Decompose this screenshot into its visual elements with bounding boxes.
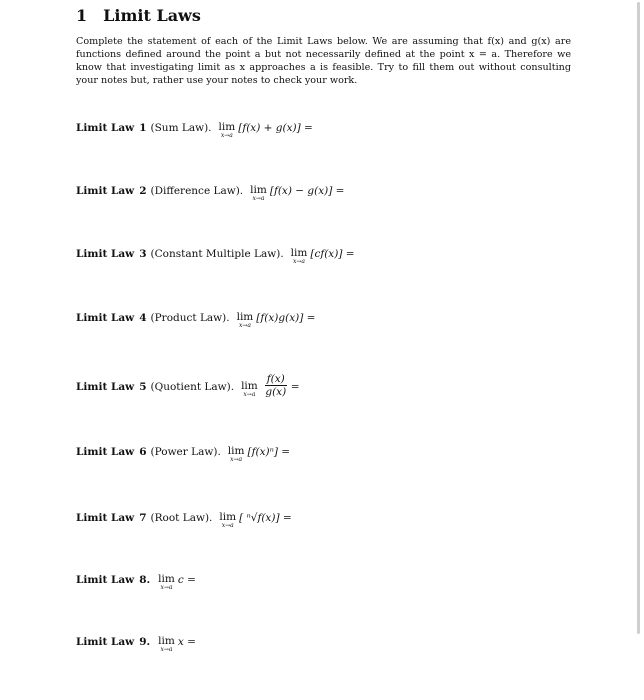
limit-operator: lim x→a (218, 121, 236, 139)
law-expression: [f(x) − g(x)] = (269, 185, 345, 197)
law-number: 7 (139, 512, 147, 524)
law-name: (Power Law). (150, 446, 221, 458)
law-number: 1 (139, 122, 147, 134)
intro-paragraph: Complete the statement of each of the Limit Laws below. We are assuming that f(x) and g(x) are functions defined around the point a but not necessarily defined at the point x = a. Therefore we know that investigating limit as x approaches a is feasible. Try to fill them out without consulting your notes but, rather use your notes to check your work. (76, 36, 571, 86)
law-label: Limit Law (76, 248, 135, 260)
limit-law-8 (76, 574, 196, 591)
law-label: Limit Law (76, 574, 135, 586)
limit-law-5 (76, 373, 300, 406)
limit-law-4 (76, 312, 315, 329)
law-name: (Product Law). (150, 312, 230, 324)
law-label: Limit Law (76, 122, 135, 134)
law-expression: [ ⁿ√f(x)] = (239, 512, 292, 524)
limit-operator: lim x→a (236, 311, 254, 329)
limit-operator: lim x→a (241, 380, 258, 398)
law-number: 3 (139, 248, 147, 260)
limit-operator: lim x→a (250, 184, 267, 202)
law-name: (Difference Law). (150, 185, 244, 197)
law-expression: [f(x) + g(x)] = (238, 122, 313, 134)
law-expression: x = (177, 636, 196, 648)
limit-operator: lim x→a (158, 635, 175, 653)
section-heading (76, 6, 201, 25)
limit-law-6 (76, 446, 290, 463)
law-expression: [f(x)g(x)] = (256, 312, 316, 324)
limit-law-7 (76, 512, 292, 529)
fraction-numerator: f(x) (266, 373, 285, 385)
law-number: 8. (139, 574, 151, 586)
law-expression: [f(x)ⁿ] = (247, 446, 291, 458)
limit-law-2 (76, 185, 344, 202)
section-title: Limit Laws (103, 6, 201, 25)
law-label: Limit Law (76, 446, 135, 458)
scrollbar[interactable] (637, 2, 640, 634)
limit-law-9 (76, 636, 196, 653)
law-number: 9. (139, 636, 151, 648)
quotient-fraction (265, 373, 287, 398)
law-name: (Quotient Law). (150, 381, 235, 393)
section-number: 1 (76, 6, 88, 25)
law-expression: c = (177, 574, 196, 586)
limit-operator: lim x→a (158, 573, 175, 591)
law-label: Limit Law (76, 512, 135, 524)
limit-operator: lim x→a (219, 511, 237, 529)
law-label: Limit Law (76, 381, 135, 393)
limit-law-3 (76, 248, 355, 265)
law-number: 2 (139, 185, 147, 197)
limit-operator: lim x→a (290, 247, 308, 265)
law-name: (Sum Law). (150, 122, 212, 134)
fraction-denominator: g(x) (265, 386, 287, 398)
law-label: Limit Law (76, 185, 135, 197)
law-expression: [cf(x)] = (310, 248, 355, 260)
law-number: 6 (139, 446, 147, 458)
law-expression: = (290, 381, 300, 393)
law-name: (Root Law). (150, 512, 213, 524)
law-number: 5 (139, 381, 147, 393)
law-label: Limit Law (76, 636, 135, 648)
limit-law-1 (76, 122, 313, 139)
limit-operator: lim x→a (227, 445, 245, 463)
law-name: (Constant Multiple Law). (150, 248, 284, 260)
law-label: Limit Law (76, 312, 135, 324)
law-number: 4 (139, 312, 147, 324)
